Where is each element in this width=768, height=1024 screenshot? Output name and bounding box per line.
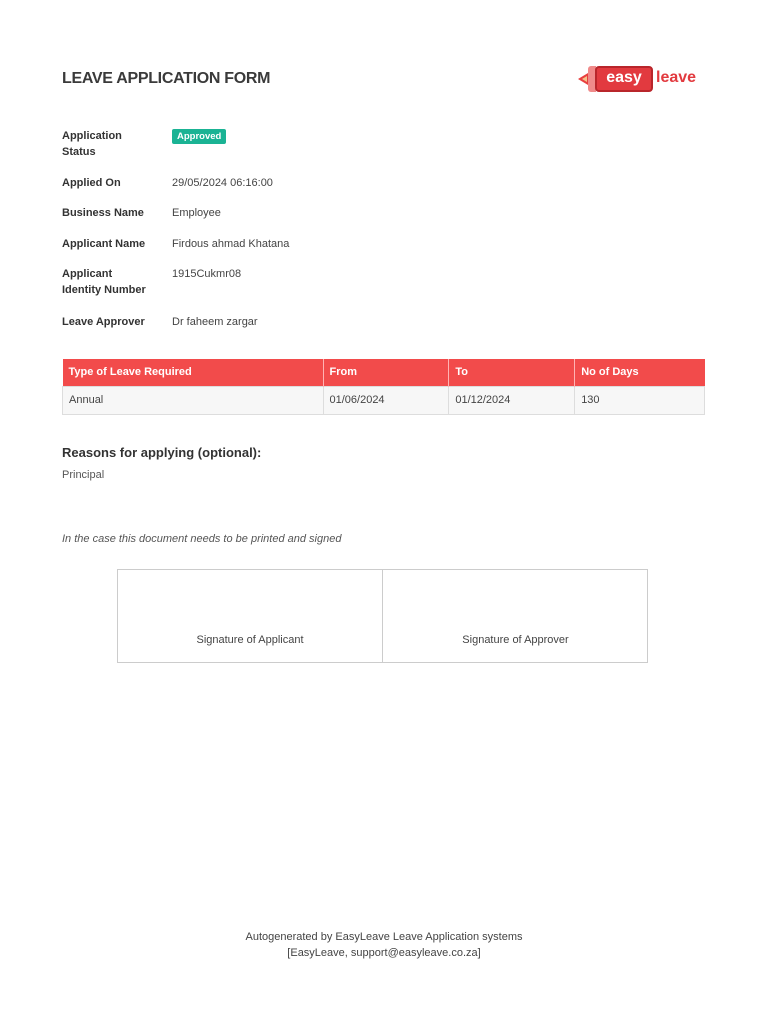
applicant-signature-caption: Signature of Applicant [196,634,304,646]
logo-leave-text: leave [656,69,697,86]
status-badge: Approved [172,129,226,144]
business-name-label: Business Name [62,207,144,219]
applicant-name-label: Applicant Name [62,238,146,250]
header-no-of-days: No of Days [575,359,705,386]
signature-box [117,569,648,663]
identity-number-value: 1915Cukmr08 [172,268,242,280]
footer-line-1: Autogenerated by EasyLeave Leave Application systems [245,931,523,943]
cell-days: 130 [575,386,705,414]
footer-line-2: [EasyLeave, support@easyleave.co.za] [287,947,481,959]
applicant-signature-cell [118,570,383,662]
table-header-row [63,359,705,386]
header-type-of-leave: Type of Leave Required [63,359,324,386]
reasons-heading: Reasons for applying (optional): [62,445,262,460]
leave-table [62,359,705,415]
application-status-label: Application Status [62,130,122,158]
applied-on-label: Applied On [62,177,121,189]
business-name-value: Employee [172,207,221,219]
leave-approver-value: Dr faheem zargar [172,316,258,328]
identity-number-label: Applicant Identity Number [62,268,146,296]
cell-from-date: 01/06/2024 [323,386,449,414]
table-row [63,386,705,414]
leave-approver-label: Leave Approver [62,316,145,328]
cell-leave-type: Annual [63,386,324,414]
approver-signature-caption: Signature of Approver [462,634,569,646]
header-to: To [449,359,575,386]
cell-to-date: 01/12/2024 [449,386,575,414]
approver-signature-cell [383,570,648,662]
form-title: LEAVE APPLICATION FORM [62,70,271,87]
easyleave-logo [578,66,700,92]
logo-easy-text: easy [606,69,642,86]
applied-on-value: 29/05/2024 06:16:00 [172,177,273,189]
reasons-value: Principal [62,469,105,481]
print-note: In the case this document needs to be printed and signed [62,533,342,545]
header-from: From [323,359,449,386]
applicant-name-value: Firdous ahmad Khatana [172,238,290,250]
